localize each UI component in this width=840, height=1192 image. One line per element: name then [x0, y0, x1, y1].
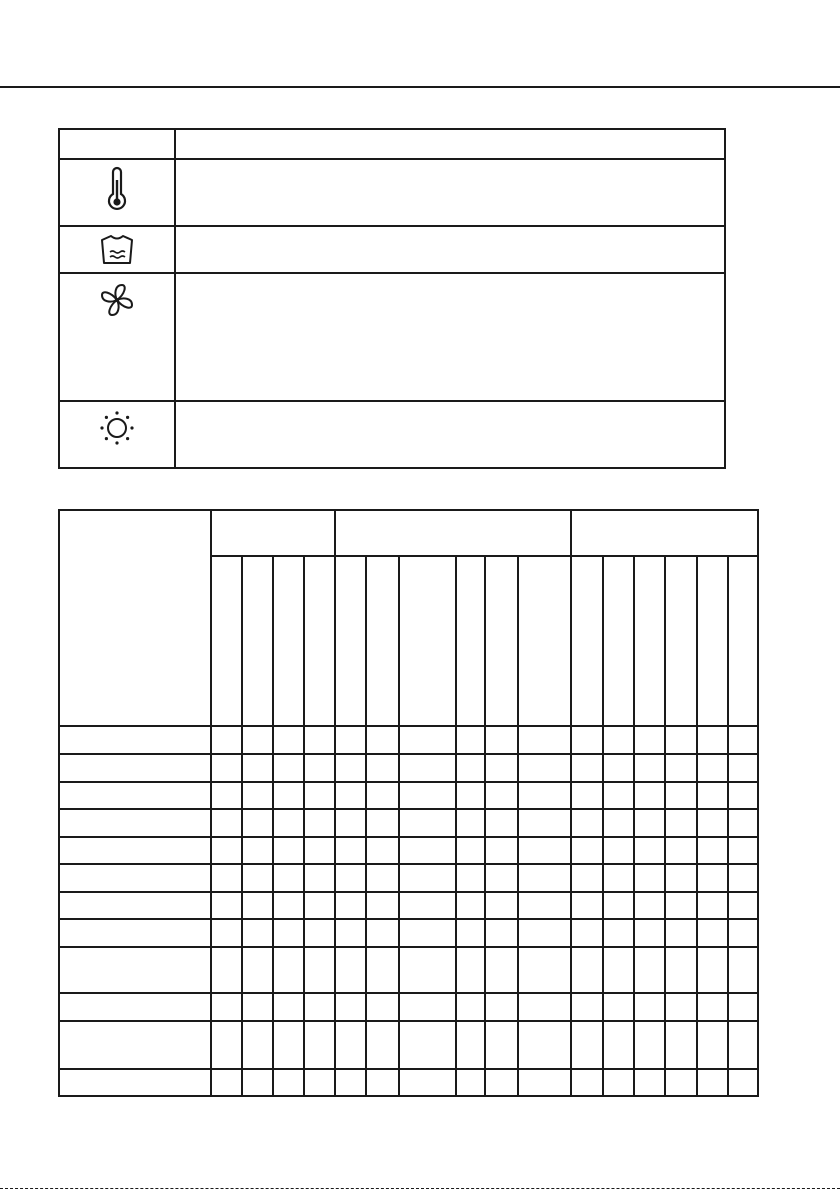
grid-cell [304, 919, 335, 947]
grid-column-header [304, 556, 335, 726]
grid-cell [634, 1069, 665, 1096]
grid-cell [728, 1021, 758, 1069]
grid-body [59, 726, 758, 1096]
grid-cell [603, 864, 634, 892]
grid-cell [456, 947, 485, 993]
grid-cell [273, 864, 304, 892]
grid-cell [456, 726, 485, 754]
grid-row-label [59, 809, 211, 837]
grid-cell [634, 1021, 665, 1069]
grid-cell [634, 726, 665, 754]
grid-cell [518, 993, 571, 1021]
grid-cell [304, 754, 335, 782]
grid-cell [366, 782, 399, 809]
grid-cell [273, 919, 304, 947]
grid-row [59, 754, 758, 782]
grid-cell [518, 837, 571, 864]
grid-cell [366, 919, 399, 947]
grid-cell [335, 1069, 366, 1096]
grid-group-header [211, 510, 335, 556]
grid-cell [571, 919, 603, 947]
grid-cell [304, 892, 335, 919]
grid-cell [456, 864, 485, 892]
grid-row-label [59, 837, 211, 864]
grid-cell [728, 837, 758, 864]
grid-cell [211, 1021, 242, 1069]
grid-column-header [697, 556, 728, 726]
grid-row-label [59, 782, 211, 809]
grid-cell [366, 809, 399, 837]
grid-cell [304, 726, 335, 754]
grid-cell [242, 726, 273, 754]
grid-column-header [366, 556, 399, 726]
grid-cell [304, 947, 335, 993]
grid-cell [273, 1069, 304, 1096]
legend-description [175, 226, 725, 273]
grid-cell [485, 726, 518, 754]
grid-row [59, 864, 758, 892]
grid-cell [485, 993, 518, 1021]
grid-cell [634, 837, 665, 864]
grid-cell [665, 1069, 697, 1096]
grid-cell [366, 864, 399, 892]
grid-column-header [665, 556, 697, 726]
grid-cell [242, 993, 273, 1021]
grid-cell [456, 1021, 485, 1069]
grid-cell [571, 892, 603, 919]
grid-cell [304, 782, 335, 809]
grid-cell [335, 892, 366, 919]
grid-cell [304, 1021, 335, 1069]
grid-cell [304, 1069, 335, 1096]
grid-cell [518, 864, 571, 892]
grid-cell [571, 809, 603, 837]
grid-column-header [211, 556, 242, 726]
grid-cell [399, 1021, 456, 1069]
grid-cell [242, 947, 273, 993]
grid-row-label [59, 1069, 211, 1096]
grid-cell [399, 892, 456, 919]
grid-cell [518, 919, 571, 947]
grid-cell [242, 809, 273, 837]
grid-cell [728, 1069, 758, 1096]
grid-column-header [399, 556, 456, 726]
grid-cell [456, 919, 485, 947]
grid-cell [571, 754, 603, 782]
grid-cell [304, 864, 335, 892]
grid-cell [335, 919, 366, 947]
grid-cell [366, 947, 399, 993]
grid-cell [335, 837, 366, 864]
grid-cell [697, 1069, 728, 1096]
grid-cell [273, 993, 304, 1021]
grid-cell [335, 947, 366, 993]
legend-header-row [59, 129, 725, 159]
grid-cell [697, 892, 728, 919]
grid-cell [485, 1069, 518, 1096]
grid-cell [571, 1021, 603, 1069]
grid-row [59, 782, 758, 809]
grid-cell [485, 919, 518, 947]
grid-cell [634, 947, 665, 993]
grid-cell [665, 1021, 697, 1069]
grid-column-header [242, 556, 273, 726]
grid-cell [603, 1069, 634, 1096]
grid-cell [571, 782, 603, 809]
grid-cell [211, 993, 242, 1021]
grid-cell [697, 864, 728, 892]
grid-cell [603, 726, 634, 754]
grid-row-label [59, 864, 211, 892]
grid-group-header-row [59, 510, 758, 556]
grid-cell [728, 892, 758, 919]
grid-cell [211, 782, 242, 809]
grid-row [59, 809, 758, 837]
grid-cell [571, 1069, 603, 1096]
sun-icon [97, 408, 137, 448]
grid-row-label [59, 947, 211, 993]
grid-cell [603, 809, 634, 837]
legend-row [59, 226, 725, 273]
grid-cell [485, 837, 518, 864]
grid-cell [728, 726, 758, 754]
grid-cell [665, 754, 697, 782]
grid-cell [399, 754, 456, 782]
grid-cell [728, 919, 758, 947]
fan-icon [97, 280, 137, 320]
grid-column-header [335, 556, 366, 726]
grid-cell [304, 809, 335, 837]
grid-cell [456, 837, 485, 864]
grid-corner-cell [59, 510, 211, 726]
grid-cell [211, 837, 242, 864]
grid-column-header [456, 556, 485, 726]
grid-cell [211, 947, 242, 993]
grid-cell [242, 1069, 273, 1096]
grid-cell [273, 947, 304, 993]
grid-column-header [518, 556, 571, 726]
grid-cell [273, 892, 304, 919]
grid-column-header [571, 556, 603, 726]
grid-cell [665, 892, 697, 919]
grid-cell [571, 837, 603, 864]
grid-cell [665, 809, 697, 837]
grid-cell [366, 726, 399, 754]
grid-cell [518, 947, 571, 993]
grid-cell [273, 782, 304, 809]
grid-cell [242, 864, 273, 892]
legend-header-symbol [59, 129, 175, 159]
grid-cell [485, 782, 518, 809]
grid-cell [485, 947, 518, 993]
grid-cell [273, 726, 304, 754]
grid-cell [335, 754, 366, 782]
grid-cell [335, 1021, 366, 1069]
grid-column-header [485, 556, 518, 726]
bottom-rule [0, 1188, 840, 1189]
legend-description [175, 273, 725, 401]
grid-cell [571, 726, 603, 754]
grid-cell [335, 726, 366, 754]
grid-cell [399, 919, 456, 947]
legend-description [175, 401, 725, 468]
legend-description [175, 159, 725, 226]
grid-row [59, 1069, 758, 1096]
grid-cell [518, 1069, 571, 1096]
grid-row-label [59, 919, 211, 947]
grid-row [59, 837, 758, 864]
grid-row [59, 892, 758, 919]
grid-column-header [634, 556, 665, 726]
grid-cell [603, 993, 634, 1021]
grid-group-header [571, 510, 758, 556]
grid-cell [634, 993, 665, 1021]
grid-cell [211, 892, 242, 919]
grid-cell [211, 754, 242, 782]
grid-cell [485, 754, 518, 782]
grid-cell [242, 837, 273, 864]
grid-cell [304, 837, 335, 864]
grid-cell [697, 837, 728, 864]
grid-row-label [59, 892, 211, 919]
grid-cell [603, 919, 634, 947]
grid-row [59, 993, 758, 1021]
grid-row [59, 947, 758, 993]
grid-cell [603, 892, 634, 919]
grid-cell [485, 809, 518, 837]
grid-cell [634, 892, 665, 919]
grid-cell [273, 837, 304, 864]
grid-column-header [603, 556, 634, 726]
grid-cell [697, 1021, 728, 1069]
grid-cell [728, 782, 758, 809]
grid-cell [697, 809, 728, 837]
grid-cell [665, 993, 697, 1021]
grid-row-label [59, 754, 211, 782]
grid-column-header [728, 556, 758, 726]
grid-cell [665, 782, 697, 809]
grid-cell [634, 782, 665, 809]
legend-header-description [175, 129, 725, 159]
grid-cell [518, 892, 571, 919]
grid-cell [273, 1021, 304, 1069]
grid-cell [399, 947, 456, 993]
grid-row [59, 919, 758, 947]
grid-cell [697, 754, 728, 782]
icon-legend-table [58, 128, 726, 469]
grid-cell [518, 782, 571, 809]
grid-cell [571, 864, 603, 892]
grid-cell [456, 1069, 485, 1096]
header-rule [0, 86, 840, 88]
grid-cell [366, 892, 399, 919]
legend-icon-cell [59, 401, 175, 468]
t-shirt-water-icon [98, 233, 136, 267]
legend-icon-cell [59, 226, 175, 273]
grid-cell [456, 809, 485, 837]
grid-cell [211, 864, 242, 892]
grid-cell [366, 993, 399, 1021]
grid-column-header [273, 556, 304, 726]
grid-cell [242, 892, 273, 919]
grid-group-header [335, 510, 571, 556]
grid-row [59, 726, 758, 754]
grid-cell [485, 1021, 518, 1069]
grid-cell [366, 1021, 399, 1069]
grid-cell [335, 993, 366, 1021]
grid-cell [697, 782, 728, 809]
legend-icon-cell [59, 273, 175, 401]
grid-cell [399, 864, 456, 892]
grid-cell [697, 947, 728, 993]
grid-cell [634, 809, 665, 837]
grid-cell [571, 947, 603, 993]
grid-cell [665, 864, 697, 892]
grid-cell [273, 809, 304, 837]
grid-cell [728, 809, 758, 837]
grid-cell [335, 809, 366, 837]
grid-cell [665, 947, 697, 993]
grid-cell [603, 947, 634, 993]
grid-cell [456, 892, 485, 919]
grid-row-label [59, 993, 211, 1021]
grid-cell [242, 1021, 273, 1069]
grid-cell [728, 754, 758, 782]
grid-cell [399, 809, 456, 837]
grid-cell [697, 726, 728, 754]
grid-cell [399, 1069, 456, 1096]
grid-cell [242, 754, 273, 782]
grid-cell [211, 1069, 242, 1096]
grid-cell [242, 782, 273, 809]
grid-cell [603, 782, 634, 809]
grid-row [59, 1021, 758, 1069]
grid-cell [304, 993, 335, 1021]
grid-cell [211, 809, 242, 837]
grid-cell [335, 782, 366, 809]
grid-cell [634, 919, 665, 947]
thermometer-icon [105, 166, 129, 214]
grid-cell [603, 837, 634, 864]
grid-cell [456, 754, 485, 782]
grid-cell [697, 919, 728, 947]
grid-cell [456, 782, 485, 809]
grid-row-label [59, 1021, 211, 1069]
grid-cell [634, 864, 665, 892]
grid-cell [665, 919, 697, 947]
grid-cell [211, 919, 242, 947]
grid-cell [518, 809, 571, 837]
grid-cell [335, 864, 366, 892]
program-grid-table [58, 509, 759, 1097]
grid-row-label [59, 726, 211, 754]
grid-cell [242, 919, 273, 947]
grid-cell [634, 754, 665, 782]
grid-cell [366, 1069, 399, 1096]
grid-cell [485, 892, 518, 919]
legend-row [59, 273, 725, 401]
grid-cell [518, 1021, 571, 1069]
grid-cell [728, 864, 758, 892]
grid-cell [366, 837, 399, 864]
grid-cell [518, 754, 571, 782]
grid-cell [603, 1021, 634, 1069]
grid-cell [399, 726, 456, 754]
grid-cell [518, 726, 571, 754]
grid-cell [728, 993, 758, 1021]
grid-cell [399, 837, 456, 864]
grid-cell [273, 754, 304, 782]
legend-row [59, 159, 725, 226]
grid-cell [728, 947, 758, 993]
grid-cell [603, 754, 634, 782]
legend-row [59, 401, 725, 468]
grid-cell [665, 837, 697, 864]
grid-cell [366, 754, 399, 782]
grid-cell [571, 993, 603, 1021]
grid-cell [399, 782, 456, 809]
grid-cell [399, 993, 456, 1021]
grid-cell [697, 993, 728, 1021]
grid-cell [456, 993, 485, 1021]
grid-cell [665, 726, 697, 754]
grid-cell [211, 726, 242, 754]
legend-icon-cell [59, 159, 175, 226]
grid-cell [485, 864, 518, 892]
